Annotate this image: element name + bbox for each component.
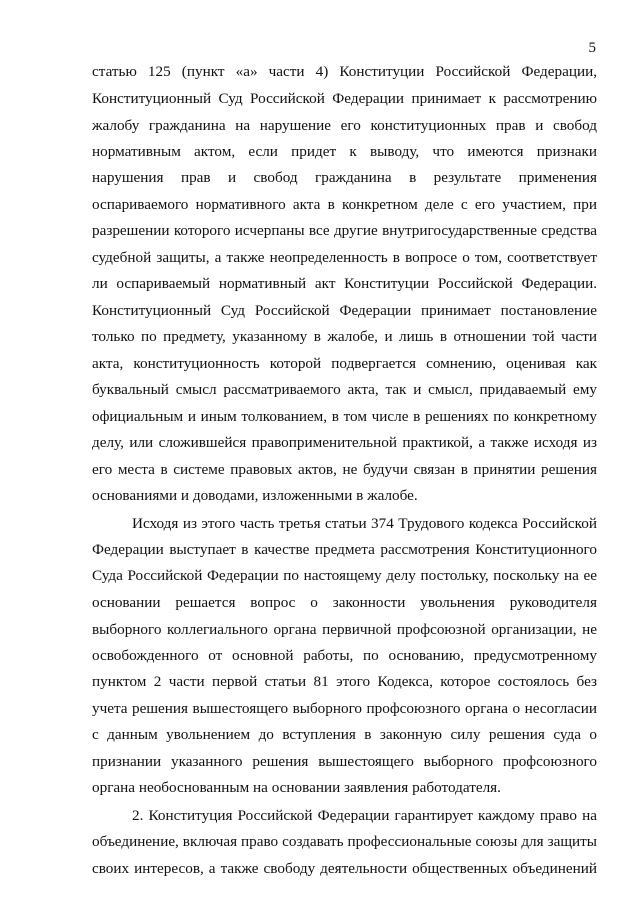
text-line: Конституционный Суд Российской Федерации принимает постановление xyxy=(92,302,597,319)
text-line: Федерации выступает в качестве предмета рассмотрения Конституционного xyxy=(92,541,597,558)
text-line: Суда Российской Федерации по настоящему делу постольку, поскольку на ее xyxy=(92,567,597,584)
text-line: статью 125 (пункт «а» части 4) Конституции Российской Федерации, xyxy=(92,63,597,80)
text-line: признании указанного решения вышестоящего выборного профсоюзного xyxy=(92,753,597,770)
text-line: жалобу гражданина на нарушение его конституционных прав и свобод xyxy=(92,117,597,134)
text-line: нормативным актом, если придет к выводу, что имеются признаки xyxy=(92,143,597,160)
text-line: оспариваемого нормативного акта в конкретном деле с его участием, при xyxy=(92,196,597,213)
text-line: пунктом 2 части первой статьи 81 этого Кодекса, которое состоялось без xyxy=(92,673,597,690)
text-line: Исходя из этого часть третья статьи 374 Трудового кодекса Российской xyxy=(132,515,597,532)
text-line: Конституционный Суд Российской Федерации принимает к рассмотрению xyxy=(92,90,597,107)
text-line: буквальный смысл рассматриваемого акта, так и смысл, придаваемый ему xyxy=(92,381,597,398)
text-line: акта, конституционность которой подвергается сомнению, оценивая как xyxy=(92,355,597,372)
text-line: освобожденного от основной работы, по основанию, предусмотренному xyxy=(92,647,597,664)
text-line: с данным увольнением до вступления в законную силу решения суда о xyxy=(92,726,597,743)
text-line: выборного коллегиального органа первичной профсоюзной организации, не xyxy=(92,621,597,638)
text-line: учета решения вышестоящего выборного профсоюзного органа о несогласии xyxy=(92,700,597,717)
text-line: ли оспариваемый нормативный акт Конституции Российской Федерации. xyxy=(92,275,597,292)
text-line: только по предмету, указанному в жалобе, и лишь в отношении той части xyxy=(92,328,597,345)
text-line: своих интересов, а также свободу деятельности общественных объединений xyxy=(92,860,597,877)
text-line: нарушения прав и свобод гражданина в результате применения xyxy=(92,169,597,186)
text-line: судебной защиты, а также неопределенность в вопросе о том, соответствует xyxy=(92,249,597,266)
text-line: 2. Конституция Российской Федерации гарантирует каждому право на xyxy=(132,807,597,824)
text-line: основаниями и доводами, изложенными в жалобе. xyxy=(92,487,418,504)
page-number: 5 xyxy=(588,40,596,56)
text-line: объединение, включая право создавать профессиональные союзы для защиты xyxy=(92,833,597,850)
text-line: основании решается вопрос о законности увольнения руководителя xyxy=(92,594,597,611)
text-line: официальным и иным толкованием, в том числе в решениях по конкретному xyxy=(92,408,597,425)
text-line: его места в системе правовых актов, не будучи связан в принятии решения xyxy=(92,461,597,478)
text-line: делу, или сложившейся правоприменительной практикой, а также исходя из xyxy=(92,434,597,451)
text-line: разрешении которого исчерпаны все другие внутригосударственные средства xyxy=(92,222,597,239)
text-line: органа необоснованным на основании заявления работодателя. xyxy=(92,779,501,796)
